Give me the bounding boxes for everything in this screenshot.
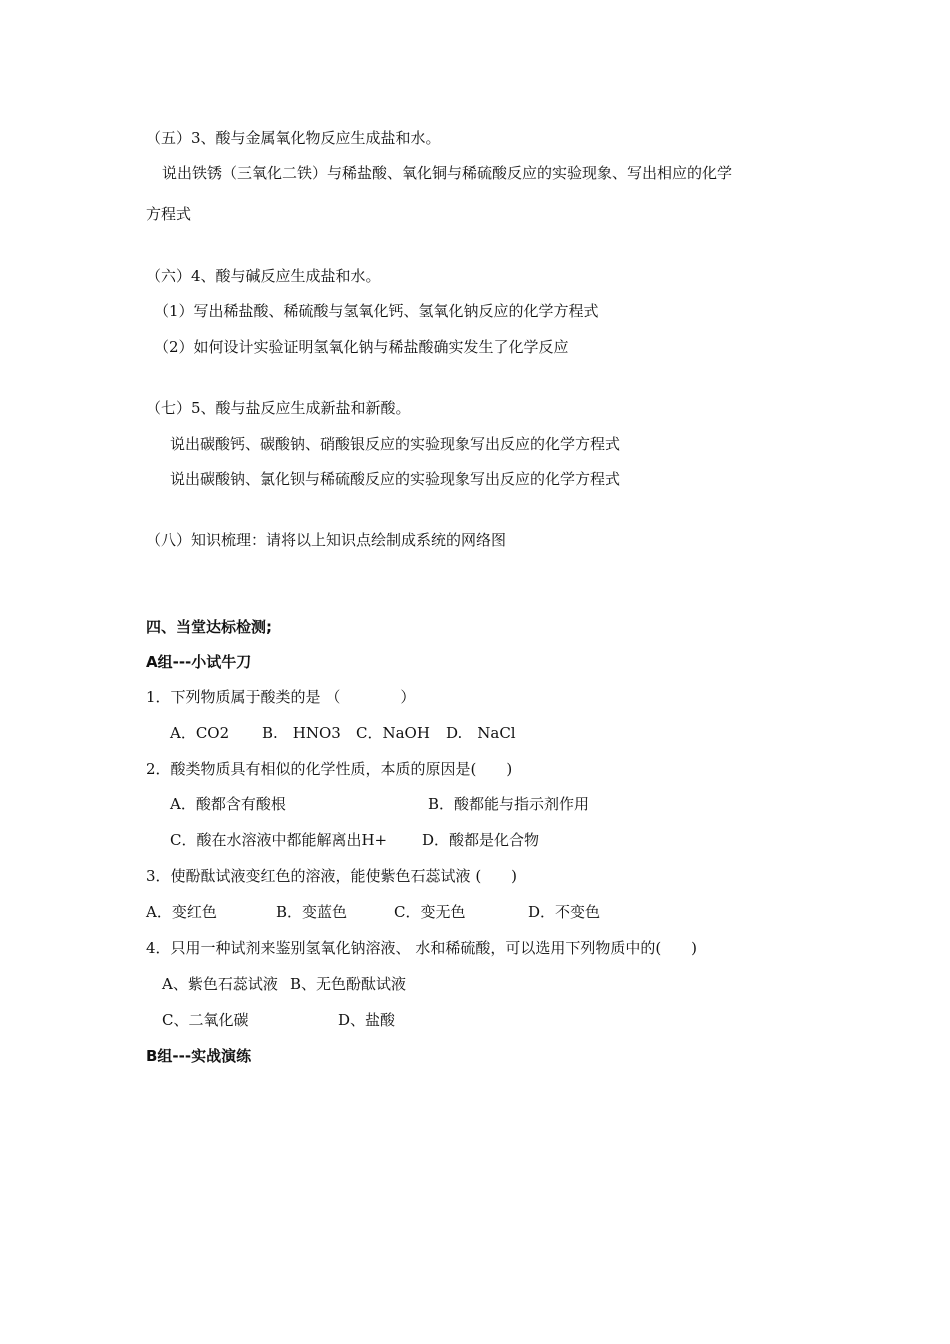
question-3-stem: 3．使酚酞试液变红色的溶液，能使紫色石蕊试液 ( )	[146, 867, 518, 885]
section7-heading: （七）5、酸与盐反应生成新盐和新酸。	[146, 399, 411, 417]
question-3-options	[146, 902, 600, 922]
group-a-heading: A组---小试牛刀	[146, 653, 252, 671]
question-3-option-c: C．变无色	[394, 903, 466, 921]
question-3-option-a: A．变红色	[146, 903, 217, 921]
question-4-options-row1	[162, 974, 406, 994]
section5-heading: （五）3、酸与金属氧化物反应生成盐和水。	[146, 129, 441, 147]
section5-line2: 方程式	[146, 205, 192, 223]
question-3-option-b: B．变蓝色	[276, 903, 348, 921]
section8-heading: （八）知识梳理：请将以上知识点绘制成系统的网络图	[146, 531, 507, 549]
question-2-stem: 2．酸类物质具有相似的化学性质，本质的原因是( )	[146, 760, 513, 778]
section7-line1: 说出碳酸钙、碳酸钠、硝酸银反应的实验现象写出反应的化学方程式	[170, 435, 621, 453]
question-1-option-b: B. HNO3	[262, 724, 341, 742]
part4-heading: 四、当堂达标检测;	[146, 618, 272, 636]
question-4-option-a: A、紫色石蕊试液	[162, 975, 278, 993]
question-1-options	[170, 723, 516, 743]
question-3-option-d: D．不变色	[528, 903, 601, 921]
question-1-option-a: A．CO2	[170, 724, 230, 742]
section5-line1: 说出铁锈（三氧化二铁）与稀盐酸、氧化铜与稀硫酸反应的实验现象、写出相应的化学	[162, 164, 733, 182]
question-4-option-c: C、二氧化碳	[162, 1011, 249, 1029]
question-4-stem: 4．只用一种试剂来鉴别氢氧化钠溶液、 水和稀硫酸，可以选用下列物质中的( )	[146, 939, 698, 957]
section6-item1: （1）写出稀盐酸、稀硫酸与氢氧化钙、氢氧化钠反应的化学方程式	[154, 302, 599, 320]
section7-line2: 说出碳酸钠、氯化钡与稀硫酸反应的实验现象写出反应的化学方程式	[170, 470, 621, 488]
question-2-options-row2	[170, 830, 539, 850]
question-2-option-b: B．酸都能与指示剂作用	[428, 795, 590, 813]
question-1-option-c: C．NaOH	[356, 724, 430, 742]
question-4-options-row2	[162, 1010, 395, 1030]
question-2-options-row1	[170, 794, 589, 814]
question-2-option-c: C．酸在水溶液中都能解离出H+	[170, 831, 388, 849]
question-2-option-a: A．酸都含有酸根	[170, 795, 286, 813]
section6-heading: （六）4、酸与碱反应生成盐和水。	[146, 267, 381, 285]
question-4-option-d: D、盐酸	[338, 1011, 396, 1029]
question-1-option-d: D. NaCl	[446, 724, 516, 742]
question-1-stem: 1．下列物质属于酸类的是 （ ）	[146, 688, 416, 706]
question-4-option-b: B、无色酚酞试液	[290, 975, 407, 993]
question-2-option-d: D．酸都是化合物	[422, 831, 540, 849]
group-b-heading: B组---实战演练	[146, 1047, 252, 1065]
section6-item2: （2）如何设计实验证明氢氧化钠与稀盐酸确实发生了化学反应	[154, 338, 569, 356]
